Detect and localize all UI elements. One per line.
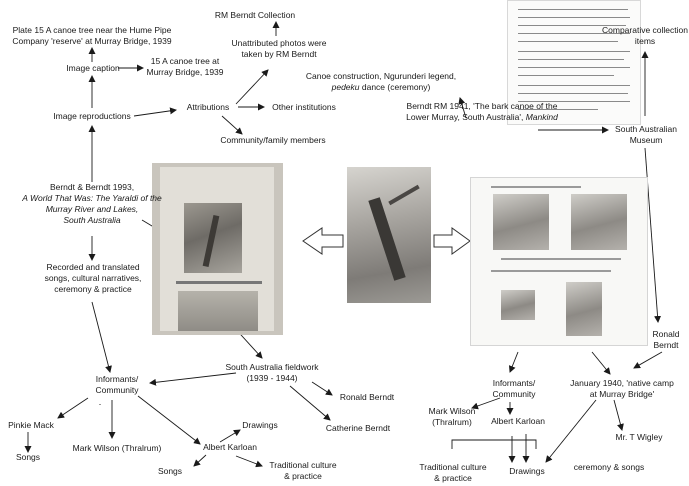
article-page-photo — [470, 177, 648, 346]
arrow-informants-to-pinkie — [58, 398, 88, 418]
arrow-reproductions-to-attributions — [134, 110, 176, 116]
node-sa-fieldwork: South Australia fieldwork (1939 - 1944) — [225, 362, 319, 383]
river-image — [178, 291, 258, 331]
node-ceremony-songs: ceremony & songs — [573, 462, 645, 472]
node-attributions: Attributions — [186, 102, 230, 112]
article-figure — [493, 194, 549, 250]
node-plate15-caption: Plate 15 A canoe tree near the Hume Pipe Company 'reserve' at Murray Bridge, 1939 — [12, 25, 172, 46]
arrow-informants-to-albert — [138, 396, 200, 444]
text-line — [518, 75, 614, 76]
figure-caption-line — [501, 258, 621, 260]
node-canoe-tree-1939: 15 A canoe tree at Murray Bridge, 1939 — [146, 56, 224, 77]
arrow-albert-to-songs — [194, 455, 206, 466]
arrow-attributions-to-community — [222, 116, 242, 134]
node-traditional-right: Traditional culture & practice — [419, 462, 487, 483]
node-songs-mid: Songs — [157, 466, 183, 476]
node-community-family: Community/family members — [220, 135, 326, 145]
node-canoe-construction: Canoe construction, Ngurunderi legend, pedeku dance (ceremony) — [305, 71, 457, 92]
arrow-attributions-to-unattributed — [236, 70, 268, 104]
node-other-institutions: Other institutions — [272, 102, 336, 112]
article-figure — [571, 194, 627, 250]
node-sa-museum: South Australian Museum — [615, 124, 677, 145]
tree-branch-shape — [388, 185, 419, 205]
text-line — [518, 67, 630, 68]
text-line — [518, 59, 624, 60]
node-mr-t-wigley: Mr. T Wigley — [615, 432, 663, 442]
node-image-reproductions: Image reproductions — [53, 111, 131, 121]
hollow-arrow-right — [434, 228, 470, 254]
caption-line — [176, 281, 262, 284]
node-pinkie-mack: Pinkie Mack — [8, 420, 54, 430]
node-traditional-left: Traditional culture & practice — [269, 460, 337, 481]
node-comparative-collection: Comparative collection items — [602, 25, 688, 46]
node-recorded-songs: Recorded and translated songs, cultural narratives, ceremony & practice — [44, 262, 142, 294]
arrow-albert-to-drawings — [220, 430, 240, 442]
node-drawings-left: Drawings — [242, 420, 278, 430]
page-heading-line — [491, 186, 581, 188]
node-rm-berndt-collection: RM Berndt Collection — [214, 10, 296, 20]
node-january-1940: January 1940, 'native camp at Murray Bridge' — [570, 378, 674, 399]
node-ronald-berndt: Ronald Berndt — [339, 392, 395, 402]
node-unattributed-photos: Unattributed photos were taken by RM Berndt — [231, 38, 327, 59]
arrow-photo-to-january — [592, 352, 610, 374]
canoe-tree-photo — [347, 167, 431, 303]
node-berndt-1993: Berndt & Berndt 1993, A World That Was: The Yaraldi of the Murray River and Lakes, South Australia — [22, 182, 162, 225]
arrow-fieldwork-to-catherine — [290, 386, 330, 420]
text-line — [518, 51, 630, 52]
tree-trunk-shape — [368, 197, 405, 281]
node-catherine-berndt: Catherine Berndt — [325, 423, 391, 433]
arrow-january-to-ceremony — [546, 400, 596, 462]
bracket-albert-traditional — [452, 440, 536, 449]
arrow-ronald-to-january — [634, 352, 662, 368]
node-drawings-right: Drawings — [509, 466, 545, 476]
hollow-arrow-left — [303, 228, 343, 254]
node-albert-karloan-left: Albert Karloan — [203, 442, 257, 452]
page-heading-line — [491, 270, 611, 272]
text-line — [518, 85, 630, 86]
node-songs-left: Songs — [15, 452, 41, 462]
arrow-recorded-to-informants — [92, 302, 110, 372]
node-mark-wilson-right: Mark Wilson (Thralrum) — [428, 406, 476, 427]
article-figure — [501, 290, 535, 320]
node-informants-right: Informants/ Community — [492, 378, 536, 399]
node-informants-left: Informants/ Community — [95, 374, 139, 395]
node-albert-karloan-right: Albert Karloan — [491, 416, 545, 426]
node-ronald-berndt-right: Ronald Berndt — [652, 329, 680, 350]
node-berndt-1941: Berndt RM 1941, 'The bark canoe of the Lower Murray, South Australia', Mankind — [406, 101, 558, 122]
article-figure — [566, 282, 602, 336]
text-line — [518, 9, 628, 10]
node-mark-wilson-left: Mark Wilson (Thralrum) — [72, 443, 162, 453]
text-line — [518, 17, 630, 18]
arrow-january-to-wigley — [614, 400, 622, 430]
node-image-caption: Image caption — [66, 63, 120, 73]
arrow-photo-to-informants — [510, 352, 518, 372]
text-line — [518, 93, 628, 94]
